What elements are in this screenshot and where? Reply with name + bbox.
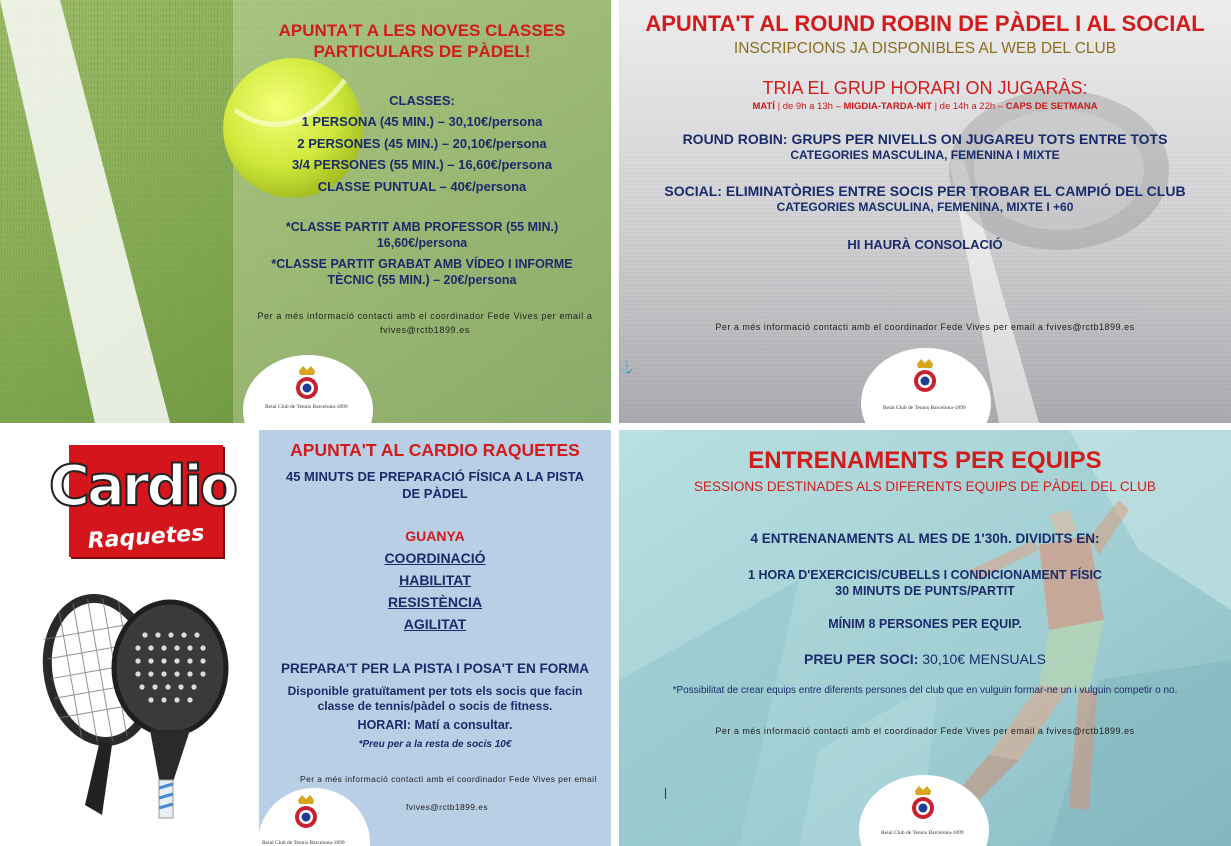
panel2-round-robin-categories: CATEGORIES MASCULINA, FEMENINA I MIXTE [790, 148, 1060, 162]
panel1-extra1-a: *CLASSE PARTIT AMB PROFESSOR (55 MIN.) [285, 220, 559, 234]
panel1-contact-email: fvives@rctb1899.es [380, 325, 470, 335]
panel3-title: APUNTA'T AL CARDIO RAQUETES [290, 440, 580, 460]
panel4-preu-label: PREU PER SOCI: [804, 651, 923, 667]
panel1-price-line: 3/4 PERSONES (55 MIN.) – 16,60€/persona [291, 157, 553, 172]
panel1-price-line: CLASSE PUNTUAL – 40€/persona [317, 178, 527, 194]
schedule-caps: CAPS DE SETMANA [1005, 101, 1098, 112]
panel2-subtitle: INSCRIPCIONS JA DISPONIBLES AL WEB DEL CLUB [733, 40, 1117, 57]
schedule-tarda: MIGDIA-TARDA-NIT [843, 101, 932, 112]
panel4-line3: 30 MINUTS DE PUNTS/PARTIT [835, 584, 1015, 598]
panel2-schedule [619, 101, 1231, 112]
panel3-sub-line1: 45 MINUTS DE PREPARACIÓ FÍSICA A LA PISTA [285, 469, 585, 484]
panel1-extra2-a: *CLASSE PARTIT GRABAT AMB VÍDEO I INFORME [271, 257, 573, 271]
panel3-sub-line2: DE PÀDEL [402, 485, 468, 501]
panel2-title: APUNTA'T AL ROUND ROBIN DE PÀDEL I AL SOCIAL [645, 11, 1205, 36]
logo-caption: Reial Club de Tennis Barcelona-1899 [881, 830, 964, 836]
panel3-disponible-line2: classe de tennis/pàdel o socis de fitness. [317, 699, 553, 713]
cardio-raquetes-logo [47, 445, 237, 560]
panel-cardio-raquetes [0, 430, 611, 846]
panel3-prepara: PREPARA'T PER LA PISTA I POSA'T EN FORMA [281, 661, 589, 676]
panel1-extra2-b: TÈCNIC (55 MIN.) – 20€/persona [327, 272, 517, 287]
club-crest-icon [291, 365, 323, 401]
brand-word: Cardio [48, 454, 236, 519]
panel4-subtitle: SESSIONS DESTINADES ALS DIFERENTS EQUIPS DE PÀDEL DEL CLUB [694, 479, 1156, 494]
panel4-title: ENTRENAMENTS PER EQUIPS [748, 447, 1102, 474]
panel1-title-line2: PARTICULARS DE PÀDEL! [313, 42, 531, 61]
panel4-line1: 4 ENTRENANAMENTS AL MES DE 1'30h. DIVIDITS EN: [750, 531, 1100, 546]
schedule-mati: MATÍ [752, 101, 775, 112]
benefit-item: AGILITAT [403, 616, 467, 632]
panel2-round-robin-title: ROUND ROBIN: GRUPS PER NIVELLS ON JUGAREU TOTS ENTRE TOTS [682, 131, 1168, 147]
benefit-item: RESISTÈNCIA [387, 594, 483, 610]
panel3-disponible-line1: Disponible gratuïtament per tots els socis que facin [287, 684, 583, 698]
panel4-line4: MÍNIM 8 PERSONES PER EQUIP. [828, 617, 1022, 631]
panel2-consolacio: HI HAURÀ CONSOLACIÓ [847, 237, 1003, 252]
panel1-price-line: 2 PERSONES (45 MIN.) – 20,10€/persona [297, 135, 547, 151]
panel2-tria: TRIA EL GRUP HORARI ON JUGARÀS: [762, 78, 1088, 98]
panel2-social-title: SOCIAL: ELIMINATÒRIES ENTRE SOCIS PER TROBAR EL CAMPIÓ DEL CLUB [664, 183, 1186, 199]
schedule-tarda-hours: | de 14h a 22h – [931, 101, 1006, 112]
panel-entrenaments-equips [619, 430, 1231, 846]
panel1-classes-label: CLASSES: [389, 93, 455, 108]
panel4-line2: 1 HORA D'EXERCICIS/CUBELLS I CONDICIONAMENT FÍSIC [748, 568, 1102, 582]
panel3-guanya: GUANYA [405, 528, 465, 544]
brand-sub: Raquetes [86, 520, 206, 555]
panel3-horari: HORARI: Matí a consultar. [357, 718, 513, 732]
club-crest-icon [290, 794, 322, 830]
rackets-illustration [30, 590, 240, 830]
panel1-extra1-b: 16,60€/persona [376, 235, 468, 250]
panel-round-robin [619, 0, 1231, 423]
panel1-title-line1: APUNTA'T A LES NOVES CLASSES [278, 21, 566, 40]
club-crest-icon [907, 785, 939, 821]
panel1-price-line: 1 PERSONA (45 MIN.) – 30,10€/persona [301, 114, 543, 129]
padel-racket-icon [114, 602, 226, 818]
panel2-contact: Per a més informació contacti amb el coordinador Fede Vives per email a fvives@rctb1899.es [715, 322, 1135, 332]
panel4-note: *Possibilitat de crear equips entre diferents persones del club que en vulguin formar-ne un i vulguin competir o no. [672, 685, 1178, 696]
panel2-social-categories: CATEGORIES MASCULINA, FEMENINA, MIXTE I +60 [776, 200, 1074, 214]
panel3-contact-email: fvives@rctb1899.es [406, 802, 488, 812]
panel-classes-particulars [0, 0, 611, 423]
panel4-contact: Per a més informació contacti amb el coordinador Fede Vives per email a fvives@rctb1899.es [715, 726, 1135, 736]
logo-caption: Reial Club de Tennis Barcelona-1899 [883, 405, 966, 411]
panel4-preu [619, 651, 1231, 667]
benefit-item: HABILITAT [399, 572, 471, 588]
anchor-icon: ⚓ [619, 360, 634, 374]
panel3-contact-line1: Per a més informació contacti amb el coordinador Fede Vives per email [300, 774, 597, 784]
logo-caption: Reial Club de Tennis Barcelona-1899 [262, 840, 345, 846]
benefit-item: COORDINACIÓ [384, 550, 486, 566]
panel4-preu-value: 30,10€ MENSUALS [922, 651, 1046, 667]
logo-caption: Reial Club de Tennis Barcelona-1899 [265, 404, 348, 410]
club-crest-icon [909, 358, 941, 394]
panel3-preu: *Preu per a la resta de socis 10€ [358, 739, 512, 750]
schedule-mati-hours: | de 9h a 13h – [774, 101, 844, 112]
text-cursor [665, 788, 666, 799]
panel1-contact-line1: Per a més informació contacti amb el coordinador Fede Vives per email a [257, 311, 593, 321]
